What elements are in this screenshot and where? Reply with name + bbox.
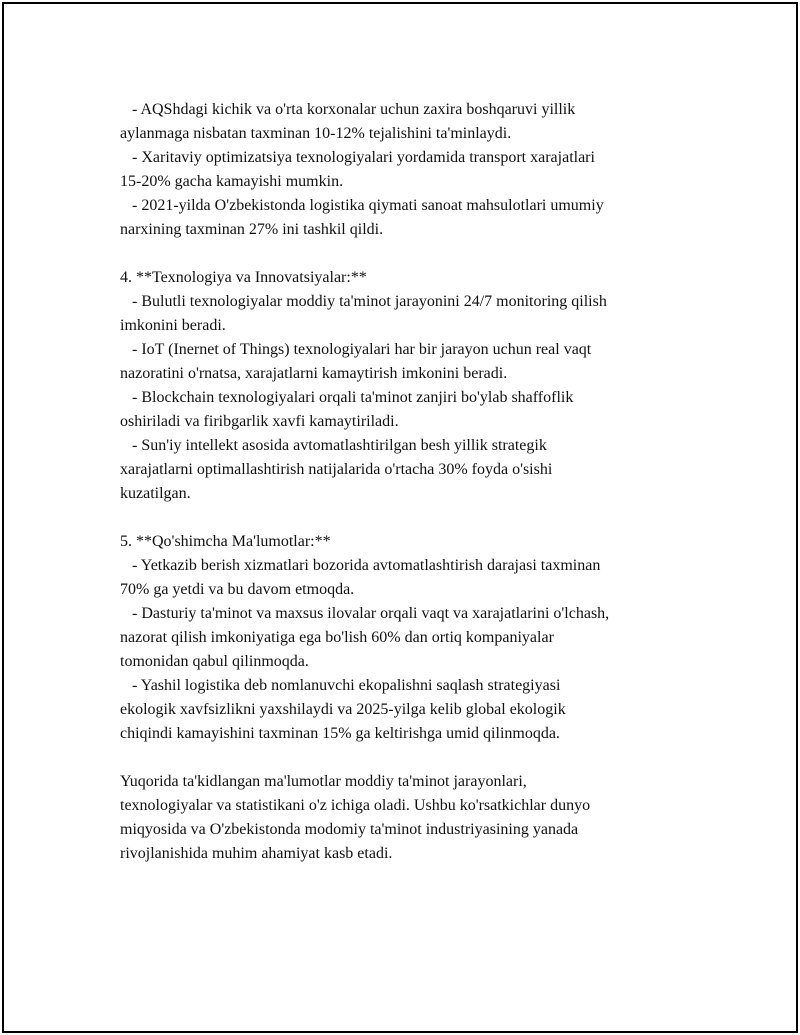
text-line: oshiriladi va firibgarlik xavfi kamaytiriladi. xyxy=(120,413,399,430)
text-line: nazorat qilish imkoniyatiga ega bo'lish 60% dan ortiq kompaniyalar xyxy=(120,629,554,646)
text-line: - Sun'iy intellekt asosida avtomatlashtirilgan besh yillik strategik xyxy=(120,437,547,454)
paragraph-technology xyxy=(120,266,720,506)
text-line: ekologik xavfsizlikni yaxshilaydi va 2025-yilga kelib global ekologik xyxy=(120,701,566,718)
text-line: aylanmaga nisbatan taxminan 10-12% tejalishini ta'minlaydi. xyxy=(120,125,512,142)
paragraph-conclusion xyxy=(120,770,720,866)
text-line: kuzatilgan. xyxy=(120,485,191,502)
document-page xyxy=(2,2,798,1033)
text-line: - AQShdagi kichik va o'rta korxonalar uchun zaxira boshqaruvi yillik xyxy=(120,101,576,118)
text-line: - Yetkazib berish xizmatlari bozorida avtomatlashtirish darajasi taxminan xyxy=(120,557,601,574)
text-line: nazoratini o'rnatsa, xarajatlarni kamaytirish imkonini beradi. xyxy=(120,365,508,382)
text-line: miqyosida va O'zbekistonda modomiy ta'minot industriyasining yanada xyxy=(120,821,579,838)
text-line: Yuqorida ta'kidlangan ma'lumotlar moddiy ta'minot jarayonlari, xyxy=(120,773,527,790)
text-line: texnologiyalar va statistikani o'z ichiga oladi. Ushbu ko'rsatkichlar dunyo xyxy=(120,797,591,814)
paragraph-additional-info xyxy=(120,530,720,746)
text-line: - 2021-yilda O'zbekistonda logistika qiymati sanoat mahsulotlari umumiy xyxy=(120,197,604,214)
text-line: imkonini beradi. xyxy=(120,317,226,334)
text-line: 15-20% gacha kamayishi mumkin. xyxy=(120,173,344,190)
text-line: - Dasturiy ta'minot va maxsus ilovalar orqali vaqt va xarajatlarini o'lchash, xyxy=(120,605,610,622)
text-line: rivojlanishida muhim ahamiyat kasb etadi. xyxy=(120,845,393,862)
text-line: tomonidan qabul qilinmoqda. xyxy=(120,653,309,670)
text-line: - Xaritaviy optimizatsiya texnologiyalari yordamida transport xarajatlari xyxy=(120,149,595,166)
text-line: - Yashil logistika deb nomlanuvchi ekopalishni saqlash strategiyasi xyxy=(120,677,561,694)
text-line: chiqindi kamayishini taxminan 15% ga keltirishga umid qilinmoqda. xyxy=(120,725,560,742)
text-line: - Bulutli texnologiyalar moddiy ta'minot jarayonini 24/7 monitoring qilish xyxy=(120,293,607,310)
section-heading: 5. **Qo'shimcha Ma'lumotlar:** xyxy=(120,533,331,550)
text-line: 70% ga yetdi va bu davom etmoqda. xyxy=(120,581,355,598)
paragraph-statistics xyxy=(120,98,720,242)
text-line: - IoT (Inernet of Things) texnologiyalari har bir jarayon uchun real vaqt xyxy=(120,341,592,358)
text-line: xarajatlarni optimallashtirish natijalarida o'rtacha 30% foyda o'sishi xyxy=(120,461,553,478)
section-heading: 4. **Texnologiya va Innovatsiyalar:** xyxy=(120,269,367,286)
document-body xyxy=(120,98,720,890)
text-line: - Blockchain texnologiyalari orqali ta'minot zanjiri bo'ylab shaffoflik xyxy=(120,389,574,406)
text-line: narxining taxminan 27% ini tashkil qildi. xyxy=(120,221,384,238)
